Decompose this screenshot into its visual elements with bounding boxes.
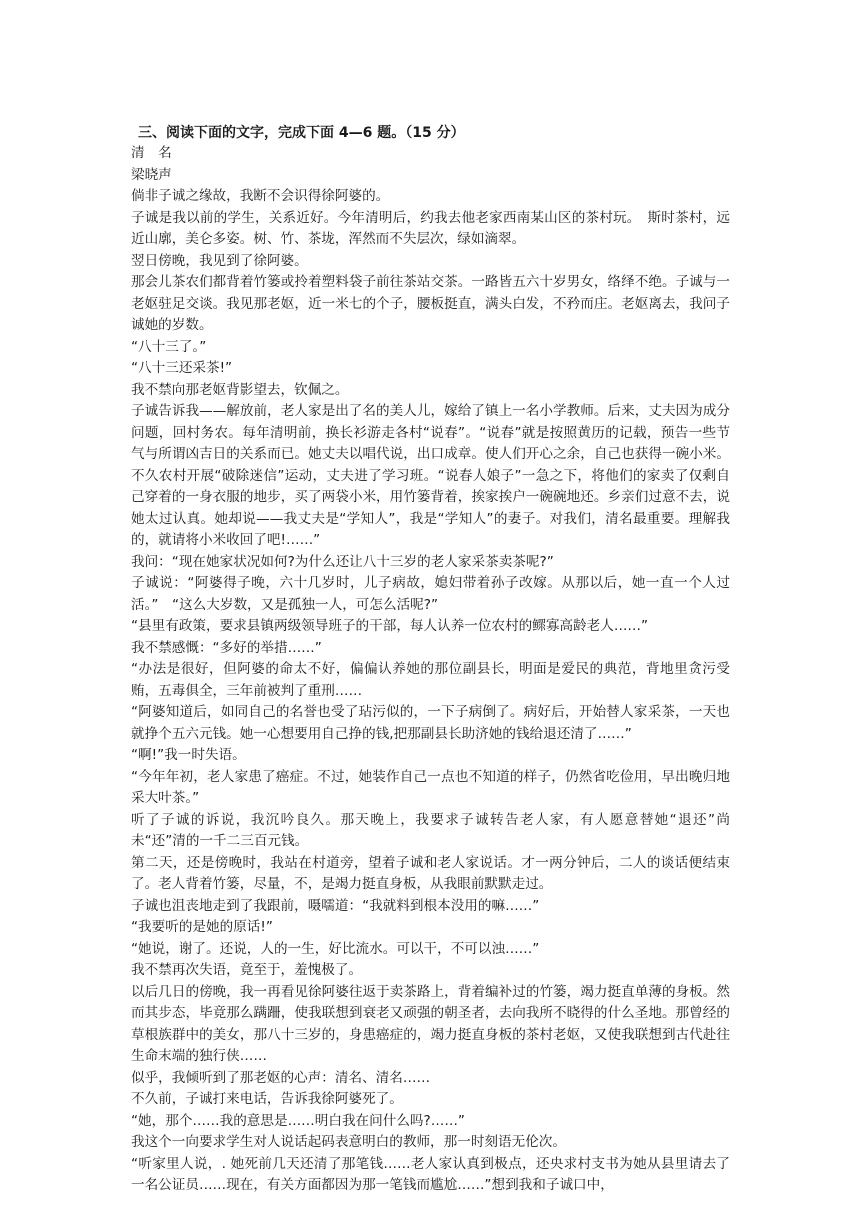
paragraph: 我不禁再次失语，竟至于，羞愧极了。 [131,962,363,978]
paragraph: 听了子诚的诉说，我沉吟良久。那天晚上，我要求子诚转告老人家，有人愿意替她“退还”尚未“还”清的一千二三百元钱。 [131,811,730,849]
paragraph: 子诚也沮丧地走到了我跟前，嗫嚅道：“我就料到根本没用的嘛……” [131,897,540,914]
paragraph: 倘非子诚之缘故，我断不会识得徐阿婆的。 [131,188,390,204]
paragraph: “八十三还采茶!” [131,360,233,376]
question-heading: 三、阅读下面的文字，完成下面 4—6 题。（15 分） [138,125,465,141]
paragraph: 子诚告诉我——解放前，老人家是出了名的美人儿，嫁给了镇上一名小学教师。后来，丈夫因为成分问题，回村务农。每年清明前，换长衫游走各村“说春”。“说春”就是按照黄历的记载，预告一些节气与所谓凶吉日的关系而已。她丈夫以唱代说，出口成章。使人们开心之余，自己也获得一碗小米。不久农村开展“破除迷信”运动，丈夫进了学习班。“说春人娘子”一急之下，将他们的家卖了仅剩自己穿着的一身衣服的地步，买了两袋小米，用竹篓背着，挨家挨户一碗碗地还。乡亲们过意不去，说她太过认真。她却说——我丈夫是“学知人”，我是“学知人”的妻子。对我们，清名最重要。理解我的，就请将小米收回了吧!……” [131,403,730,548]
paragraph: 似乎，我倾听到了那老妪的心声：清名、清名…… [131,1069,431,1086]
paragraph: “阿婆知道后，如同自己的名誉也受了玷污似的，一下子病倒了。病好后，开始替人家采茶，一天也就挣个五六元钱。她一心想要用自己挣的钱,把那副县长助济她的钱给退还清了……” [131,704,730,742]
paragraph: 我不禁感慨：“多好的举措……” [131,639,322,656]
paragraph: 我问：“现在她家状况如何?为什么还让八十三岁的老人家采茶卖茶呢?” [131,553,554,570]
passage-title: 清 名 [131,145,172,161]
paragraph: 我不禁向那老妪背影望去，钦佩之。 [131,381,349,398]
paragraph: 我这个一向要求学生对人说话起码表意明白的教师，那一时刻语无伦次。 [131,1134,566,1150]
paragraph: “听家里人说，. 她死前几天还清了那笔钱……老人家认真到极点，还央求村支书为她从县里请去了一名公证员……现在，有关方面都因为那一笔钱而尴尬……”想到我和子诚口中， [131,1155,730,1193]
paragraph: “我要听的是她的原话!” [131,919,273,935]
passage-author: 梁晓声 [131,166,172,183]
paragraph: “啊!”我一时失语。 [131,747,246,763]
paragraph: “今年年初，老人家患了癌症。不过，她装作自己一点也不知道的样子，仍然省吃俭用，早出晚归地采大叶茶。” [131,768,730,806]
paragraph: “县里有政策，要求县镇两级领导班子的干部，每人认养一位农村的鳏寡高龄老人……” [131,618,649,634]
paragraph: 子诚说：“阿婆得子晚，六十几岁时，儿子病故，媳妇带着孙子改嫁。从那以后，她一直一个人过活。” “这么大岁数，又是孤独一人，可怎么活呢?” [131,575,730,613]
paragraph: 不久前，子诚打来电话，告诉我徐阿婆死了。 [131,1091,403,1107]
paragraph: 翌日傍晚，我见到了徐阿婆。 [131,252,308,269]
paragraph: “八十三了。” [131,338,207,355]
paragraph: 以后几日的傍晚，我一再看见徐阿婆往返于卖茶路上，背着编补过的竹篓，竭力挺直单薄的身板。然而其步态，毕竟那么蹒跚，使我联想到衰老又顽强的朝圣者，去向我所不晓得的什么圣地。那曾经的草根族群中的美女，那八十三岁的，身患癌症的，竭力挺直身板的茶村老妪，又使我联想到古代赴往生命末端的独行侠…… [131,983,730,1064]
passage-body [131,143,730,1197]
paragraph: “办法是很好，但阿婆的命太不好，偏偏认养她的那位副县长，明面是爱民的典范，背地里贪污受贿，五毒俱全，三年前被判了重刑…… [131,661,730,699]
paragraph: 第二天，还是傍晚时，我站在村道旁，望着子诚和老人家说话。才一两分钟后，二人的谈话便结束了。老人背着竹篓，尽量，不，是竭力挺直身板，从我眼前默默走过。 [131,854,730,892]
paragraph: “她，那个……我的意思是……明白我在问什么吗?……” [131,1112,465,1129]
paragraph: 那会儿茶农们都背着竹篓或拎着塑料袋子前往茶站交茶。一路皆五六十岁男女，络绎不绝。子诚与一老妪驻足交谈。我见那老妪，近一米七的个子，腰板挺直，满头白发，不矜而庄。老妪离去，我问子诚她的岁数。 [131,274,730,333]
paragraph: “她说，谢了。还说，人的一生，好比流水。可以干，不可以浊……” [131,940,540,957]
paragraph: 子诚是我以前的学生，关系近好。今年清明后，约我去他老家西南某山区的茶村玩。 斯时茶村，远近山廓，美仑多姿。树、竹、茶垅，浑然而不失层次，绿如滴翠。 [131,209,730,247]
